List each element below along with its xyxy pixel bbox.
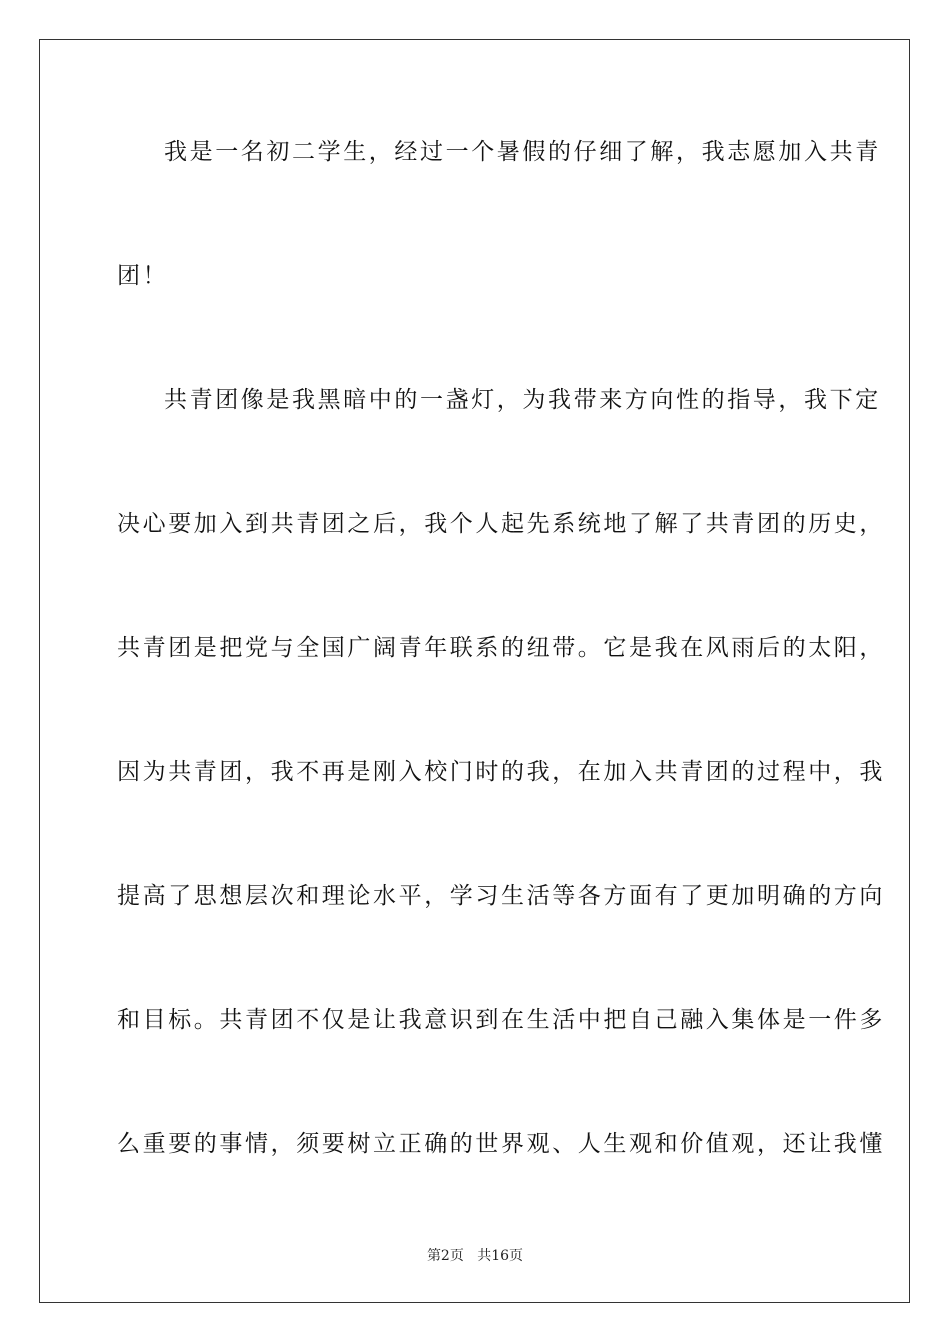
paragraph-line: 么重要的事情，须要树立正确的世界观、人生观和价值观，还让我懂 xyxy=(117,1131,885,1157)
paragraph-line: 团！ xyxy=(117,263,169,289)
page-number: 第2页 xyxy=(426,1248,464,1264)
paragraph-line: 提高了思想层次和理论水平，学习生活等各方面有了更加明确的方向 xyxy=(117,883,885,909)
paragraph-line: 和目标。共青团不仅是让我意识到在生活中把自己融入集体是一件多 xyxy=(117,1007,885,1033)
paragraph-line: 决心要加入到共青团之后，我个人起先系统地了解了共青团的历史， xyxy=(117,511,885,537)
page-total: 共16页 xyxy=(477,1248,524,1264)
paragraph-line: 因为共青团，我不再是刚入校门时的我，在加入共青团的过程中，我 xyxy=(117,759,885,785)
page-frame xyxy=(39,39,910,1303)
paragraph-line: 我是一名初二学生，经过一个暑假的仔细了解，我志愿加入共青 xyxy=(164,139,881,165)
page-footer xyxy=(0,1247,950,1265)
paragraph-line: 共青团是把党与全国广阔青年联系的纽带。它是我在风雨后的太阳， xyxy=(117,635,885,661)
paragraph-line: 共青团像是我黑暗中的一盏灯，为我带来方向性的指导，我下定 xyxy=(164,387,881,413)
